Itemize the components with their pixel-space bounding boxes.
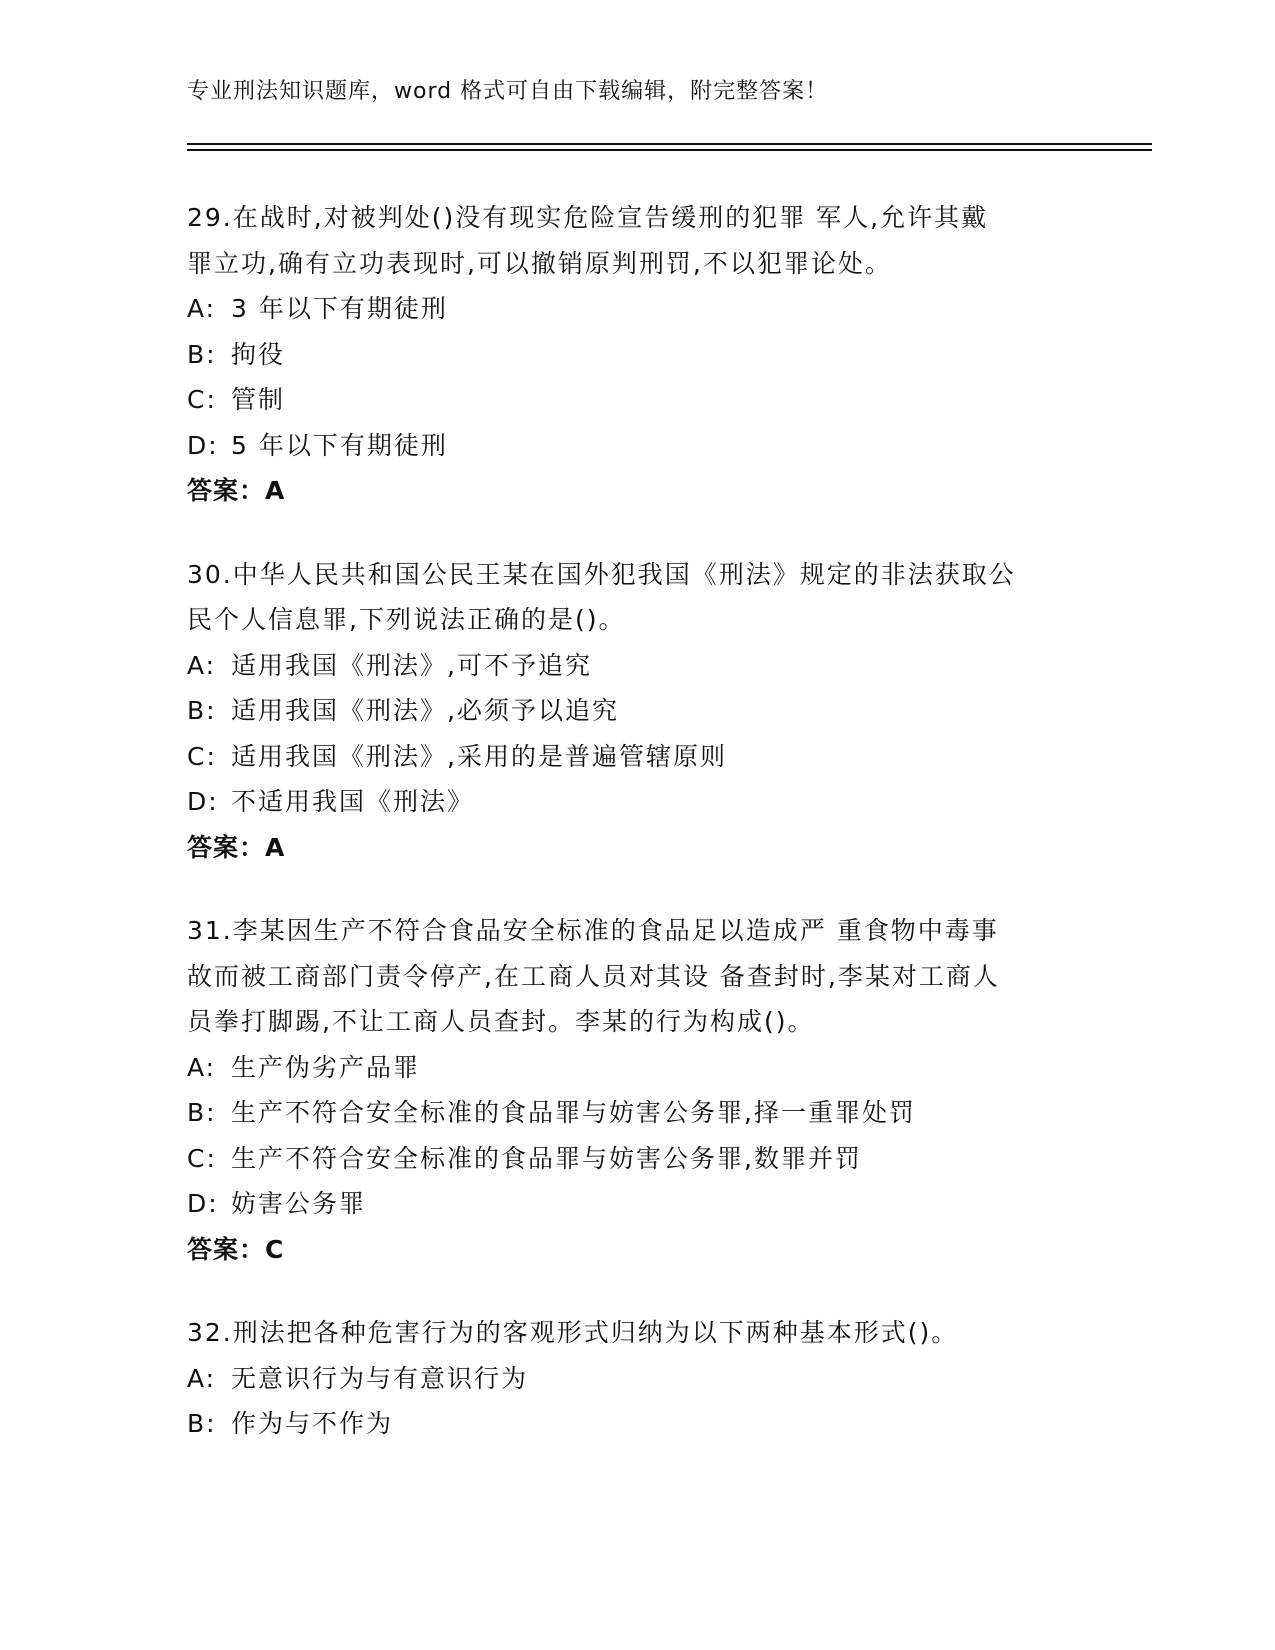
option-letter: A: bbox=[187, 650, 217, 680]
option-text: 不适用我国《刑法》 bbox=[231, 787, 475, 816]
option-text: 适用我国《刑法》,可不予追究 bbox=[231, 650, 592, 680]
question-stem-line: 32.刑法把各种危害行为的客观形式归纳为以下两种基本形式()。 bbox=[187, 1318, 959, 1347]
option-letter: D: bbox=[187, 787, 219, 816]
answer: 答案：C bbox=[187, 1234, 285, 1264]
option-text: 作为与不作为 bbox=[231, 1409, 394, 1438]
option-d bbox=[187, 1181, 1087, 1227]
option-letter: C: bbox=[187, 741, 217, 771]
question-list bbox=[187, 195, 1087, 1485]
option-letter: D: bbox=[187, 1189, 219, 1218]
option-letter: B: bbox=[187, 1098, 217, 1127]
option-c bbox=[187, 734, 1087, 780]
question-32 bbox=[187, 1310, 1087, 1447]
option-text: 适用我国《刑法》,采用的是普遍管辖原则 bbox=[231, 741, 727, 771]
option-c bbox=[187, 377, 1087, 423]
question-30 bbox=[187, 552, 1087, 871]
option-text: 妨害公务罪 bbox=[231, 1189, 367, 1218]
option-d bbox=[187, 423, 1087, 469]
option-letter: A: bbox=[187, 294, 217, 323]
option-text: 5 年以下有期徒刑 bbox=[231, 430, 448, 460]
question-31 bbox=[187, 908, 1087, 1272]
option-a bbox=[187, 643, 1087, 689]
header-rule-top bbox=[187, 143, 1152, 145]
option-a bbox=[187, 286, 1087, 332]
option-b bbox=[187, 1401, 1087, 1447]
option-text: 生产不符合安全标准的食品罪与妨害公务罪,数罪并罚 bbox=[231, 1143, 862, 1173]
option-letter: B: bbox=[187, 696, 217, 725]
option-text: 生产不符合安全标准的食品罪与妨害公务罪,择一重罪处罚 bbox=[231, 1098, 916, 1127]
question-stem-line: 员拳打脚踢,不让工商人员查封。李某的行为构成()。 bbox=[187, 1007, 815, 1036]
option-letter: A: bbox=[187, 1052, 217, 1082]
question-stem-line: 故而被工商部门责令停产,在工商人员对其设 备查封时,李某对工商人 bbox=[187, 961, 1000, 991]
header-rule-bottom bbox=[187, 149, 1152, 151]
option-letter: C: bbox=[187, 1143, 217, 1173]
question-stem-line: 30.中华人民共和国公民王某在国外犯我国《刑法》规定的非法获取公 bbox=[187, 559, 1016, 589]
answer: 答案：A bbox=[187, 476, 286, 505]
option-text: 无意识行为与有意识行为 bbox=[231, 1363, 529, 1393]
option-c bbox=[187, 1136, 1087, 1182]
question-stem-line: 31.李某因生产不符合食品安全标准的食品足以造成严 重食物中毒事 bbox=[187, 916, 999, 945]
option-text: 生产伪劣产品罪 bbox=[231, 1052, 421, 1082]
option-text: 3 年以下有期徒刑 bbox=[231, 294, 448, 323]
option-text: 管制 bbox=[231, 385, 286, 414]
page-header: 专业刑法知识题库，word 格式可自由下载编辑，附完整答案！ bbox=[187, 79, 829, 104]
option-letter: C: bbox=[187, 385, 217, 414]
option-letter: B: bbox=[187, 339, 217, 369]
option-letter: D: bbox=[187, 430, 219, 460]
option-text: 拘役 bbox=[231, 339, 286, 369]
option-b bbox=[187, 688, 1087, 734]
option-d bbox=[187, 779, 1087, 825]
option-b bbox=[187, 332, 1087, 378]
answer: 答案：A bbox=[187, 832, 286, 862]
option-letter: A: bbox=[187, 1363, 217, 1393]
option-a bbox=[187, 1356, 1087, 1402]
option-letter: B: bbox=[187, 1409, 217, 1438]
option-b bbox=[187, 1090, 1087, 1136]
question-29 bbox=[187, 195, 1087, 514]
question-stem-line: 民个人信息罪,下列说法正确的是()。 bbox=[187, 605, 626, 634]
option-a bbox=[187, 1045, 1087, 1091]
option-text: 适用我国《刑法》,必须予以追究 bbox=[231, 696, 619, 725]
question-stem-line: 罪立功,确有立功表现时,可以撤销原判刑罚,不以犯罪论处。 bbox=[187, 248, 892, 278]
question-stem-line: 29.在战时,对被判处()没有现实危险宣告缓刑的犯罪 军人,允许其戴 bbox=[187, 203, 989, 232]
